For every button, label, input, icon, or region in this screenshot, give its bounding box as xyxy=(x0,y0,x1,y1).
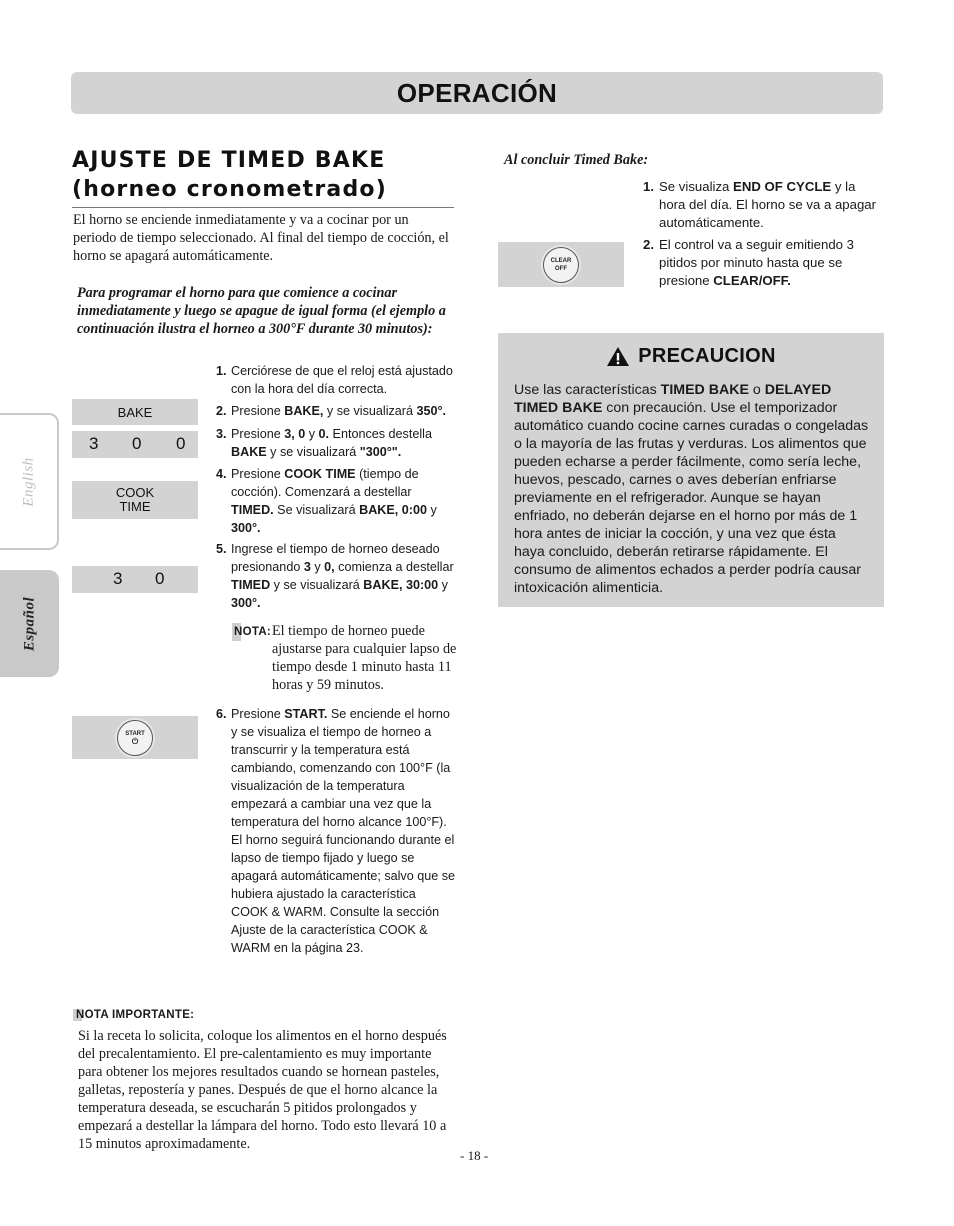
step-text-part: Presione xyxy=(231,707,285,721)
step-number: 3. xyxy=(216,427,227,441)
page-title: OPERACIÓN xyxy=(396,77,558,108)
display-digit: 0 xyxy=(155,569,165,588)
caution-text-bold: DELAYED TIMED BAKE xyxy=(514,382,832,416)
step-text-bold: BAKE xyxy=(231,445,267,459)
al-concluir-heading: Al concluir Timed Bake: xyxy=(504,152,649,168)
step-text-bold: BAKE, xyxy=(284,404,324,418)
step-text-part: y la hora del día. El horno se va a apagar automáticamente. xyxy=(659,179,877,230)
step-text xyxy=(231,465,456,537)
display-30 xyxy=(72,566,198,593)
step-text-part: El control va a seguir emitiendo 3 pitidos por minuto hasta que se presione xyxy=(659,237,854,288)
cook-time-key-line1: COOK xyxy=(115,485,155,500)
step-text-bold: BAKE, 30:00 xyxy=(363,578,439,592)
program-heading: Para programar el horno para que comience a cocinar inmediatamente y luego se apague de igual forma (el ejemplo a continuación ilustra el horneo a 300°F durante 30 minutos): xyxy=(77,285,446,337)
caution-box xyxy=(498,333,884,607)
caution-title: PRECAUCION xyxy=(638,345,776,367)
start-button-label: START xyxy=(125,730,145,737)
step-text-part: Presione xyxy=(231,404,285,418)
section-title xyxy=(72,146,454,208)
step-3 xyxy=(216,425,456,461)
step-text-bold: COOK TIME xyxy=(284,467,356,481)
step-text-part: y xyxy=(305,427,319,441)
step-text-part: Se visualiza xyxy=(659,179,734,194)
step-text-part: y xyxy=(426,503,437,517)
step-text xyxy=(659,178,883,232)
step-text-part: Presione xyxy=(231,467,285,481)
section-title-line1: AJUSTE DE TIMED BAKE xyxy=(72,148,386,173)
step-text-bold: TIMED. xyxy=(231,503,274,517)
step-number: 6. xyxy=(216,707,227,721)
step-text xyxy=(231,425,456,461)
bake-key-label: BAKE xyxy=(117,404,153,420)
step-number: 5. xyxy=(216,542,227,556)
step-number: 2. xyxy=(216,404,227,418)
step-5 xyxy=(216,540,456,612)
step-text-part: y se visualizará xyxy=(266,445,360,459)
caution-text xyxy=(514,381,870,597)
step-text xyxy=(231,402,456,420)
nota-label: NOTA: xyxy=(232,623,271,641)
step-text xyxy=(231,540,456,612)
step-number: 4. xyxy=(216,467,227,481)
tab-english-label: English xyxy=(20,456,36,507)
step-text-bold: START. xyxy=(284,707,328,721)
intro-paragraph: El horno se enciende inmediatamente y va a cocinar por un periodo de tiempo seleccionado. Al final del tiempo de cocción, el horno se apagará automáticamente. xyxy=(73,212,449,264)
step-text-bold: 0. xyxy=(318,427,330,441)
nota-importante-text: Si la receta lo solicita, coloque los alimentos en el horno después del precalentamiento. El pre-calentamiento es muy importante para obtener los mejores resultados cuando se hornean pasteles, galletas, repostería y panes. Después de que el horno alcance la temperatura deseada, se escucharán 5 pitidos prolongados y empezará a destellar la lámpara del horno. Todo esto llevará 10 a 15 minutos aproximadamente. xyxy=(78,1028,447,1152)
step-text xyxy=(231,362,456,398)
caution-text-part: con precaución. Use el temporizador automático cuando cocine carnes curadas o congeladas o la mayoría de las frutas y verduras. Los alimentos que pueden echarse a perder fácilmente, como sería leche, huevos, pescado, carnes o aves deberían enfriarse previamente en el refrigerador. Aunque se hayan enfriado, no deberán dejarse en el horno por más de 1 hora antes de iniciar la cocción, y una vez que ésta haya concluido, deberán retirarse rápidamente. El consumo de alimentos echados a perder podría causar intoxicación alimenticia. xyxy=(514,400,869,596)
nota-text: El tiempo de horneo puede ajustarse para cualquier lapso de tiempo desde 1 minuto hasta 11 horas y 59 minutos. xyxy=(272,623,457,693)
step-text-part: (tiempo de cocción). Comenzará a destellar xyxy=(231,467,419,499)
step-text-bold: 3, 0 xyxy=(284,427,306,441)
step-text-bold: 350°. xyxy=(416,404,447,418)
step-text-part: Ingrese el tiempo de horneo deseado presionando xyxy=(231,542,440,574)
step-number: 2. xyxy=(643,237,654,252)
clear-key-box xyxy=(498,242,624,287)
clear-button-line1: CLEAR xyxy=(550,257,572,264)
step-text-part: y xyxy=(310,560,325,574)
step-text-bold: TIMED xyxy=(231,578,271,592)
step-1 xyxy=(216,362,456,398)
step-number: 1. xyxy=(643,179,654,194)
power-icon: ⏻ xyxy=(131,736,139,746)
step-text xyxy=(659,236,883,290)
tab-espanol[interactable] xyxy=(0,570,59,677)
step-text-bold: "300°". xyxy=(359,445,402,459)
bake-key xyxy=(72,399,198,425)
tab-english[interactable] xyxy=(0,413,59,550)
caution-header xyxy=(498,345,884,368)
step-text-part: Se enciende el horno y se visualiza el tiempo de horneo a transcurrir y la temperatura está cambiando, comenzando con 100°F (la visualización de la temperatura empezará a cambiar una vez que la temperatura del horno alcance 100°F). El horno seguirá funcionando durante el lapso de tiempo fijado y luego se apagará automáticamente; salvo que se hubiera ajustado la característica COOK & WARM. Consulte la sección Ajuste de la característica COOK & WARM en la página 23. xyxy=(231,707,456,955)
section-title-line2: (horneo cronometrado) xyxy=(72,177,387,202)
display-digit: 3 xyxy=(89,434,99,453)
display-digit: 0 xyxy=(176,434,186,453)
step-text-part: y se visualizará xyxy=(270,578,364,592)
step-text-part: y xyxy=(438,578,448,592)
display-digit: 3 xyxy=(113,569,123,588)
nota-importante-label: NOTA IMPORTANTE: xyxy=(73,1009,194,1021)
step-text-bold: END OF CYCLE xyxy=(733,179,832,194)
step-text-bold: 3 xyxy=(303,560,311,574)
step-text-bold: CLEAR/OFF. xyxy=(713,273,791,288)
step-text-part: y se visualizará xyxy=(323,404,417,418)
end-step-1 xyxy=(643,178,883,232)
start-key-box xyxy=(72,716,198,759)
warning-icon xyxy=(606,346,630,367)
step-text xyxy=(231,705,456,957)
page-number: - 18 - xyxy=(460,1148,489,1163)
step-number: 1. xyxy=(216,364,227,378)
caution-text-bold: TIMED BAKE xyxy=(660,382,749,398)
caution-text-part: o xyxy=(748,382,765,398)
step-text-part: Se visualizará xyxy=(273,503,360,517)
step-text-part: Presione xyxy=(231,427,285,441)
display-digit: 0 xyxy=(132,434,142,453)
step-4 xyxy=(216,465,456,537)
step-text-part: comienza a destellar xyxy=(334,560,454,574)
tab-espanol-label: Español xyxy=(21,596,37,651)
clear-button-line2: OFF xyxy=(555,265,567,272)
start-button xyxy=(117,720,153,756)
step-text-bold: 300°. xyxy=(231,521,261,535)
step-2 xyxy=(216,402,456,420)
cook-time-key xyxy=(72,481,198,519)
step-text-bold: 300°. xyxy=(231,596,261,610)
cook-time-key-line2: TIME xyxy=(119,499,151,514)
step-text-bold: 0, xyxy=(324,560,335,574)
page-header xyxy=(71,72,883,114)
caution-text-part: Use las características xyxy=(514,382,661,398)
step-text-bold: BAKE, 0:00 xyxy=(359,503,427,517)
nota-block xyxy=(232,622,462,694)
clear-off-button xyxy=(543,247,579,283)
step-6 xyxy=(216,705,456,957)
step-text-part: Entonces destella xyxy=(329,427,432,441)
display-300 xyxy=(72,431,198,458)
end-step-2 xyxy=(643,236,883,290)
step-text-part: Cerciórese de que el reloj está ajustado con la hora del día correcta. xyxy=(231,364,453,396)
